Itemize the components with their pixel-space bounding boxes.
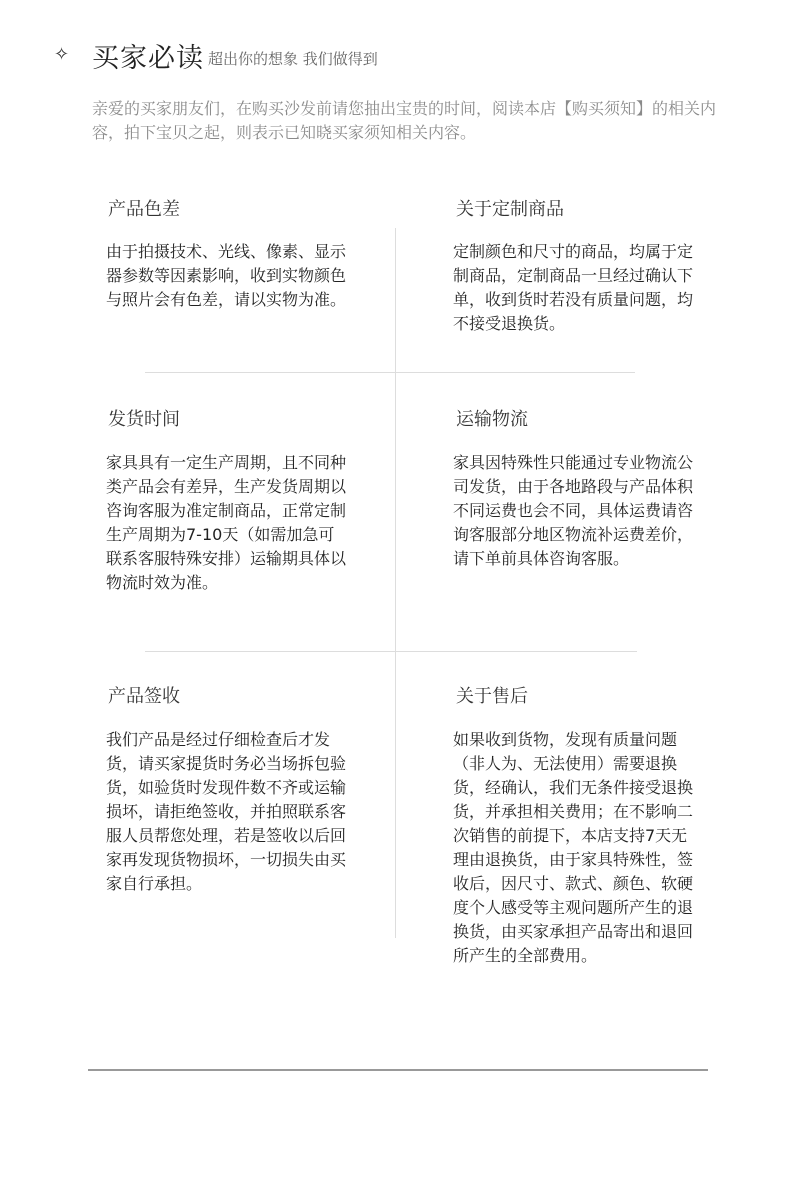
bottom-divider xyxy=(88,1069,708,1071)
section-body-logistics: 家具因特殊性只能通过专业物流公司发货，由于各地路段与产品体积不同运费也会不同，具体运费请咨询客服部分地区物流补运费差价，请下单前具体咨询客服。 xyxy=(453,453,694,568)
page-title: 买家必读 xyxy=(92,43,204,74)
section-title-logistics: 运输物流 xyxy=(456,409,528,430)
section-body-color-difference: 由于拍摄技术、光线、像素、显示器参数等因素影响，收到实物颜色与照片会有色差，请以实物为准。 xyxy=(106,242,347,309)
section-title-color-difference: 产品色差 xyxy=(108,199,180,220)
column-divider xyxy=(395,228,396,938)
section-body-after-sales: 如果收到货物，发现有质量问题（非人为、无法使用）需要退换货，经确认，我们无条件接受退换货，并承担相关费用；在不影响二次销售的前提下，本店支持7天无理由退换货，由于家具特殊性，签收后，因尺寸、款式、颜色、软硬度个人感受等主观问题所产生的退换货，由买家承担产品寄出和退回所产生的全部费用。 xyxy=(453,730,694,965)
row-divider-2 xyxy=(145,651,637,652)
section-body-custom-products: 定制颜色和尺寸的商品，均属于定制商品，定制商品一旦经过确认下单，收到货时若没有质量问题，均不接受退换货。 xyxy=(453,242,694,333)
page-subtitle: 超出你的想象 我们做得到 xyxy=(208,50,378,68)
section-body-shipping-time: 家具具有一定生产周期，且不同种类产品会有差异，生产发货周期以咨询客服为准定制商品，正常定制生产周期为7-10天（如需加急可联系客服特殊安排）运输期具体以物流时效为准。 xyxy=(106,453,347,592)
section-title-after-sales: 关于售后 xyxy=(456,686,528,707)
section-title-receipt: 产品签收 xyxy=(108,686,180,707)
sparkle-icon: ✧ xyxy=(54,44,70,65)
section-title-shipping-time: 发货时间 xyxy=(108,409,180,430)
intro-text: 亲爱的买家朋友们，在购买沙发前请您抽出宝贵的时间，阅读本店【购买须知】的相关内容，拍下宝贝之起，则表示已知晓买家须知相关内容。 xyxy=(92,99,717,142)
section-title-custom-products: 关于定制商品 xyxy=(456,199,564,220)
row-divider-1 xyxy=(145,372,635,373)
section-body-receipt: 我们产品是经过仔细检查后才发货，请买家提货时务必当场拆包验货，如验货时发现件数不齐或运输损坏，请拒绝签收，并拍照联系客服人员帮您处理，若是签收以后回家再发现货物损坏，一切损失由买家自行承担。 xyxy=(106,730,347,893)
